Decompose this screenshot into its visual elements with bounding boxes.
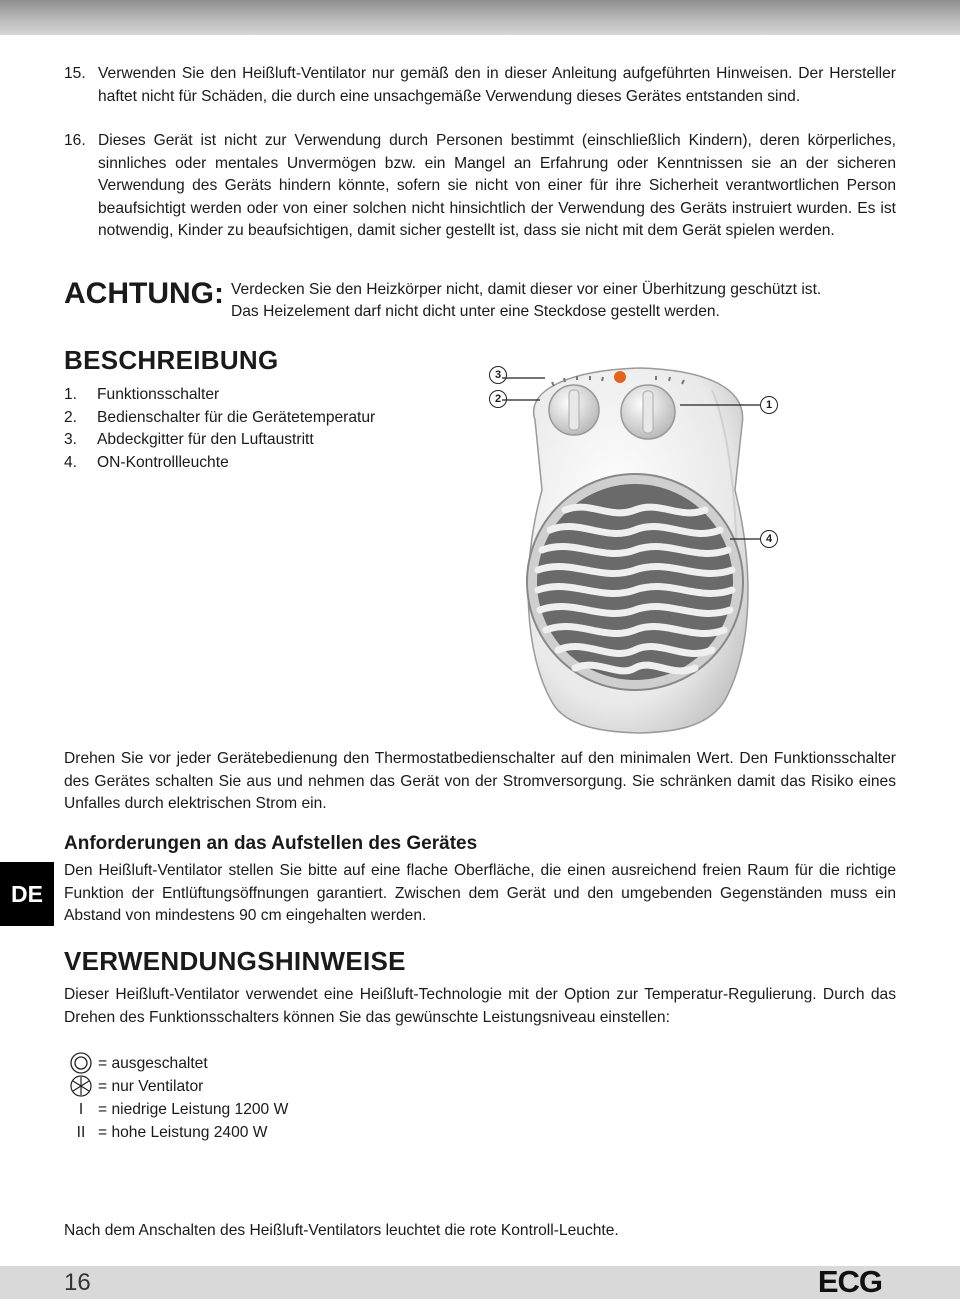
callout-lines: [480, 350, 800, 570]
list-item: [64, 452, 444, 475]
hinweise-paragraph: Dieser Heißluft-Ventilator verwendet eine Heißluft-Technologie mit der Option zur Temperatur-Regulierung. Durch das Drehen des Funktionsschalters können Sie das gewünschte Leistungsniveau einstellen:: [64, 986, 896, 1026]
top-header-bar: [0, 0, 960, 35]
item-label: Funktionsschalter: [97, 386, 220, 403]
brand-logo: ECG: [817, 1264, 882, 1299]
off-circle-icon: [64, 1052, 98, 1075]
legend-row: [64, 1098, 464, 1121]
legend-symbol: I: [78, 1101, 84, 1118]
aufstellen-paragraph: Den Heißluft-Ventilator stellen Sie bitte auf eine flache Oberfläche, die einen ausreichend freien Raum für die richtige Funktion der Entlüftungsöffnungen garantiert. Zwischen dem Gerät und den umgebenden Gegenständen muss ein Abstand von mindestens 90 cm eingehalten werden.: [64, 862, 896, 924]
item-number: 4.: [64, 453, 78, 471]
warning-line-1: Verdecken Sie den Heizkörper nicht, damit dieser vor einer Überhitzung geschützt ist.: [231, 281, 822, 298]
warning-line-2: Das Heizelement darf nicht dicht unter eine Steckdose gestellt werden.: [231, 303, 720, 320]
callout-1: 1: [760, 396, 778, 414]
section-heading-beschreibung: BESCHREIBUNG: [64, 345, 279, 375]
item-number: 16.: [64, 132, 86, 149]
list-item: [64, 429, 444, 452]
thermostat-paragraph: Drehen Sie vor jeder Gerätebedienung den Thermostatbedienschalter auf den minimalen Wert. Den Funktionsschalter des Gerätes schalten Sie aus und nehmen das Gerät von der Stromversorgung. Sie schränken damit das Risiko eines Unfalles durch elektrischen Strom ein.: [64, 750, 896, 812]
language-tab: DE: [0, 862, 54, 926]
callout-4: 4: [760, 530, 778, 548]
item-number: 1.: [64, 386, 78, 403]
power-levels-legend: [64, 1052, 464, 1144]
legend-row: [64, 1052, 464, 1075]
warning-label: ACHTUNG:: [64, 277, 224, 310]
item-label: ON-Kontrollleuchte: [97, 453, 229, 471]
section-heading-aufstellen: Anforderungen an das Aufstellen des Gerätes: [64, 833, 478, 854]
item-label: Bedienschalter für die Gerätetemperatur: [97, 408, 376, 426]
legend-value: = niedrige Leistung 1200 W: [98, 1101, 289, 1118]
item-label: Abdeckgitter für den Luftaustritt: [97, 431, 314, 448]
callout-3: 3: [489, 366, 507, 384]
item-number: 3.: [64, 431, 78, 448]
list-item: [64, 384, 444, 407]
item-number: 2.: [64, 408, 78, 426]
legend-value: = hohe Leistung 2400 W: [98, 1124, 268, 1141]
page-number: 16: [64, 1269, 91, 1296]
legend-value: = ausgeschaltet: [98, 1055, 208, 1072]
description-list: [64, 384, 444, 474]
callout-2: 2: [489, 390, 507, 408]
legend-row: [64, 1121, 464, 1144]
fan-icon: [64, 1075, 98, 1098]
list-item: [64, 130, 896, 265]
legend-value: = nur Ventilator: [98, 1078, 204, 1095]
legend-symbol: II: [76, 1124, 86, 1141]
item-text: Verwenden Sie den Heißluft-Ventilator nur gemäß den in dieser Anleitung aufgeführten Hinweisen. Der Hersteller haftet nicht für Schäden, die durch eine unsachgemäße Verwendung dieses Gerätes entstanden sind.: [98, 65, 896, 105]
footer-note: Nach dem Anschalten des Heißluft-Ventilators leuchtet die rote Kontroll-Leuchte.: [64, 1222, 619, 1239]
legend-row: [64, 1075, 464, 1098]
list-item: [64, 63, 896, 131]
item-number: 15.: [64, 65, 86, 82]
footer-bar: [0, 1266, 960, 1299]
list-item: [64, 407, 444, 430]
item-text: Dieses Gerät ist nicht zur Verwendung durch Personen bestimmt (einschließlich Kindern), deren körperliches, sinnliches oder mentales Unvermögen bzw. ein Mangel an Erfahrung oder Kenntnissen sie an der sicheren Verwendung des Geräts hindern könnte, sofern sie nicht von einer für ihre Sicherheit verantwortlichen Person beaufsichtigt werden oder von einer solchen nicht hinsichtlich der Verwendung des Geräts instruiert wurden. Es ist notwendig, Kinder zu beaufsichtigen, damit sicher gestellt ist, dass sie nicht mit dem Gerät spielen werden.: [98, 132, 896, 239]
section-heading-hinweise: VERWENDUNGSHINWEISE: [64, 946, 406, 976]
